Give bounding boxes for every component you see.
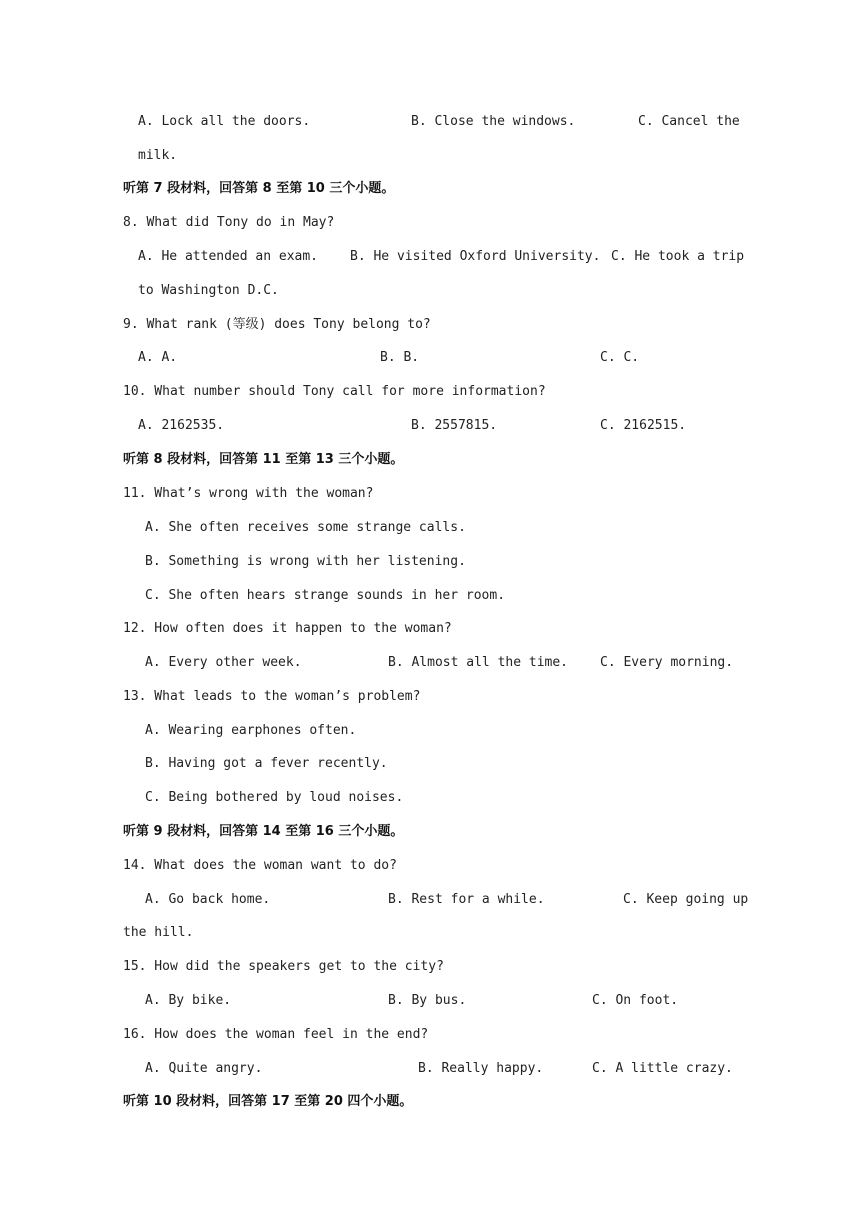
q11-option-c: C. She often hears strange sounds in her room.	[145, 588, 506, 603]
question-15: 15. How did the speakers get to the city?	[123, 959, 444, 974]
q10-option-b: B. 2557815.	[411, 418, 498, 433]
q16-option-c: C. A little crazy.	[592, 1061, 733, 1076]
q10-option-c: C. 2162515.	[600, 418, 687, 433]
q11-option-a: A. She often receives some strange calls.	[145, 520, 466, 535]
q8-option-c: C. He took a trip	[611, 249, 745, 264]
q13-option-b: B. Having got a fever recently.	[145, 756, 388, 771]
section-heading-8: 听第 8 段材料，回答第 11 至第 13 三个小题。	[123, 452, 404, 467]
q14-option-a: A. Go back home.	[145, 892, 271, 907]
q12-option-c: C. Every morning.	[600, 655, 734, 670]
question-10: 10. What number should Tony call for more information?	[123, 384, 546, 399]
q8-option-c-continuation: to Washington D.C.	[138, 283, 279, 298]
question-8: 8. What did Tony do in May?	[123, 215, 335, 230]
q13-option-a: A. Wearing earphones often.	[145, 723, 357, 738]
q14-option-c: C. Keep going up	[623, 892, 749, 907]
q7-option-c-continuation: milk.	[138, 148, 178, 163]
q12-option-a: A. Every other week.	[145, 655, 302, 670]
q7-option-a: A. Lock all the doors.	[138, 114, 311, 129]
q13-option-c: C. Being bothered by loud noises.	[145, 790, 404, 805]
q15-option-c: C. On foot.	[592, 993, 679, 1008]
section-heading-7: 听第 7 段材料，回答第 8 至第 10 三个小题。	[123, 181, 395, 196]
q8-option-a: A. He attended an exam.	[138, 249, 319, 264]
question-11: 11. What’s wrong with the woman?	[123, 486, 374, 501]
q16-option-a: A. Quite angry.	[145, 1061, 263, 1076]
q9-option-a: A. A.	[138, 350, 178, 365]
q7-option-b: B. Close the windows.	[411, 114, 576, 129]
question-14: 14. What does the woman want to do?	[123, 858, 397, 873]
q12-option-b: B. Almost all the time.	[388, 655, 569, 670]
q7-option-c: C. Cancel the	[638, 114, 740, 129]
section-heading-9: 听第 9 段材料，回答第 14 至第 16 三个小题。	[123, 824, 404, 839]
question-16: 16. How does the woman feel in the end?	[123, 1027, 429, 1042]
q15-option-b: B. By bus.	[388, 993, 467, 1008]
q15-option-a: A. By bike.	[145, 993, 232, 1008]
q9-option-c: C. C.	[600, 350, 640, 365]
q14-option-b: B. Rest for a while.	[388, 892, 545, 907]
q16-option-b: B. Really happy.	[418, 1061, 544, 1076]
q9-option-b: B. B.	[380, 350, 420, 365]
q8-option-b: B. He visited Oxford University.	[350, 249, 601, 264]
q14-option-c-continuation: the hill.	[123, 925, 194, 940]
q11-option-b: B. Something is wrong with her listening.	[145, 554, 466, 569]
question-13: 13. What leads to the woman’s problem?	[123, 689, 421, 704]
question-12: 12. How often does it happen to the woman?	[123, 621, 452, 636]
q10-option-a: A. 2162535.	[138, 418, 225, 433]
question-9: 9. What rank (等级) does Tony belong to?	[123, 317, 431, 332]
section-heading-10: 听第 10 段材料，回答第 17 至第 20 四个小题。	[123, 1094, 413, 1109]
